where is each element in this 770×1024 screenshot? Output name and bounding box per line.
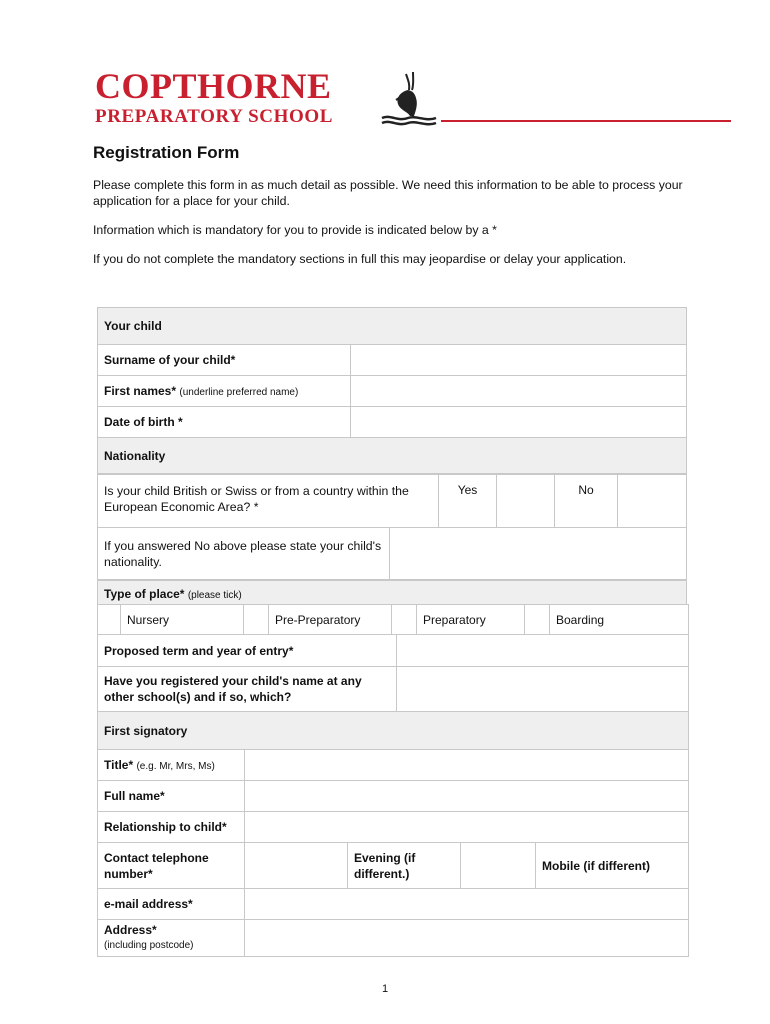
place-options-table <box>97 604 689 635</box>
email-field[interactable] <box>245 889 689 920</box>
entry-term-label: Proposed term and year of entry* <box>98 635 397 667</box>
school-name: COPTHORNE <box>95 66 332 106</box>
first-names-field[interactable] <box>351 376 687 407</box>
header-rule <box>441 120 731 122</box>
nursery-checkbox[interactable] <box>98 605 121 635</box>
address-label: Address* (including postcode) <box>98 920 245 957</box>
dob-label: Date of birth * <box>98 407 351 438</box>
yes-label: Yes <box>439 475 497 528</box>
section-first-signatory: First signatory <box>98 712 689 750</box>
title-field[interactable] <box>245 750 689 781</box>
entry-table <box>97 634 689 750</box>
type-of-place-label: Type of place* (please tick) <box>98 581 687 605</box>
other-school-label: Have you registered your child's name at any other school(s) and if so, which? <box>98 667 397 712</box>
section-your-child: Your child <box>98 308 687 345</box>
option-preparatory: Preparatory <box>417 605 525 635</box>
nationality-state-table <box>97 527 687 580</box>
form-title: Registration Form <box>93 143 240 162</box>
surname-label: Surname of your child* <box>98 345 351 376</box>
title-label: Title* (e.g. Mr, Mrs, Ms) <box>98 750 245 781</box>
type-of-place-hint: (please tick) <box>187 590 242 601</box>
child-table <box>97 307 687 474</box>
relationship-field[interactable] <box>245 812 689 843</box>
dob-field[interactable] <box>351 407 687 438</box>
title-hint: (e.g. Mr, Mrs, Ms) <box>136 761 215 772</box>
relationship-label: Relationship to child* <box>98 812 245 843</box>
intro-paragraph: Please complete this form in as much detail as possible. We need this information to be able to process your application for a place for your child. <box>93 178 683 208</box>
antelope-crest-icon <box>380 70 438 128</box>
pre-preparatory-checkbox[interactable] <box>244 605 269 635</box>
yes-checkbox[interactable] <box>497 475 555 528</box>
entry-term-field[interactable] <box>397 635 689 667</box>
first-names-hint: (underline preferred name) <box>179 387 299 398</box>
preparatory-checkbox[interactable] <box>392 605 417 635</box>
warning-note: If you do not complete the mandatory sections in full this may jeopardise or delay your application. <box>93 252 627 266</box>
address-field[interactable] <box>245 920 689 957</box>
nationality-state-field[interactable] <box>390 528 687 580</box>
evening-phone-field[interactable] <box>461 843 536 889</box>
no-label: No <box>555 475 618 528</box>
school-subtitle: PREPARATORY SCHOOL <box>95 106 333 127</box>
other-school-field[interactable] <box>397 667 689 712</box>
place-header-table <box>97 580 687 605</box>
page-number: 1 <box>381 983 389 995</box>
no-checkbox[interactable] <box>618 475 687 528</box>
nationality-table <box>97 474 687 528</box>
first-names-label: First names* (underline preferred name) <box>98 376 351 407</box>
section-nationality: Nationality <box>98 438 687 474</box>
option-boarding: Boarding <box>550 605 689 635</box>
nationality-state-label: If you answered No above please state your child's nationality. <box>98 528 390 580</box>
nationality-question: Is your child British or Swiss or from a country within the European Economic Area? * <box>98 475 439 528</box>
option-nursery: Nursery <box>121 605 244 635</box>
signatory-table <box>97 749 689 957</box>
mandatory-note: Information which is mandatory for you to provide is indicated below by a * <box>93 223 497 237</box>
option-pre-preparatory: Pre-Preparatory <box>269 605 392 635</box>
boarding-checkbox[interactable] <box>525 605 550 635</box>
school-logo <box>95 68 333 128</box>
contact-phone-label: Contact telephone number* <box>98 843 245 889</box>
full-name-label: Full name* <box>98 781 245 812</box>
email-label: e-mail address* <box>98 889 245 920</box>
contact-phone-field[interactable] <box>245 843 348 889</box>
evening-phone-label: Evening (if different.) <box>348 843 461 889</box>
surname-field[interactable] <box>351 345 687 376</box>
mobile-label: Mobile (if different) <box>536 843 689 889</box>
address-hint: (including postcode) <box>104 940 194 951</box>
full-name-field[interactable] <box>245 781 689 812</box>
